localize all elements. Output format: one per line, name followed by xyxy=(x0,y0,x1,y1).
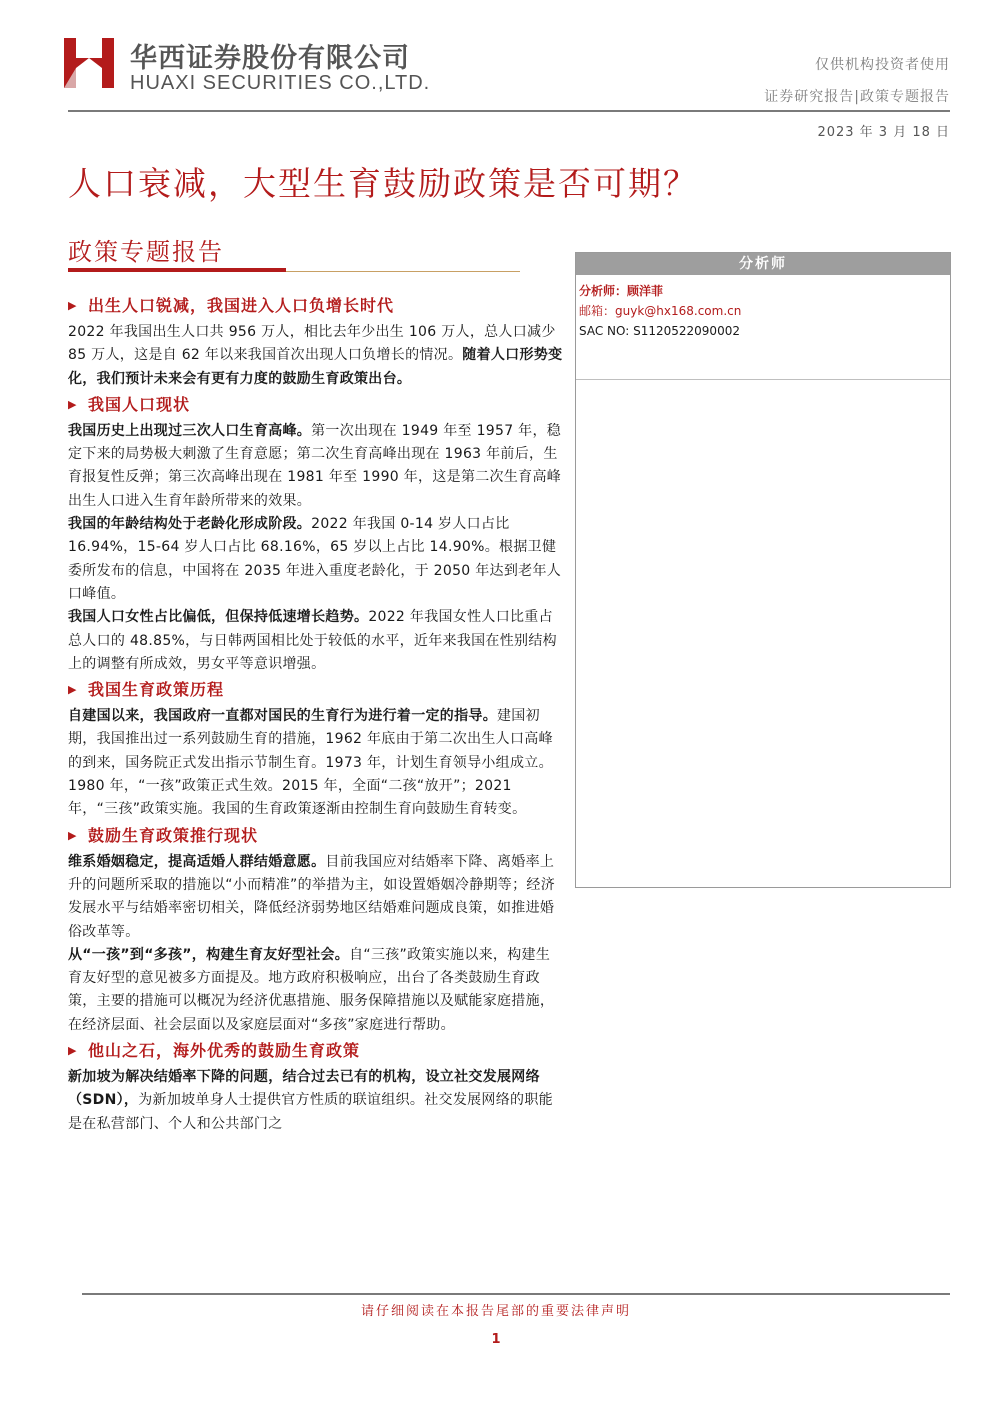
section-heading xyxy=(68,294,564,320)
paragraph-lead: 维系婚姻稳定，提高适婚人群结婚意愿。 xyxy=(68,853,326,870)
paragraph-lead: 自建国以来，我国政府一直都对国民的生育行为进行着一定的指导。 xyxy=(68,708,497,725)
triangle-bullet-icon: ▶ xyxy=(68,683,78,697)
section-heading-text: 我国人口现状 xyxy=(88,394,191,414)
section-heading xyxy=(68,393,564,419)
section-paragraph xyxy=(68,606,564,676)
company-name-en: HUAXI SECURITIES CO.,LTD. xyxy=(130,72,431,94)
section-heading-text: 鼓励生育政策推行现状 xyxy=(88,825,259,845)
footer-divider xyxy=(82,1293,950,1295)
triangle-bullet-icon: ▶ xyxy=(68,1044,78,1058)
triangle-bullet-icon: ▶ xyxy=(68,828,78,842)
section-paragraph xyxy=(68,420,564,513)
section-heading-text: 我国生育政策历程 xyxy=(88,680,225,700)
paragraph-body: 2022 年我国出生人口共 956 万人，相比去年少出生 106 万人，总人口减少 85 万人，这是自 62 年以来我国首次出现人口负增长的情况。 xyxy=(68,324,556,364)
summary-column xyxy=(68,292,564,1136)
report-date: 2023 年 3 月 18 日 xyxy=(817,125,950,140)
paragraph-body: 第一次出现在 1949 年至 1957 年，稳定下来的局势极大刺激了生育意愿；第二次生育高峰出现在 1963 年前后，生育报复性反弹；第三次高峰出现在 1981 年至 1990 年，这是第二次生育高峰出生人口进入生育年龄所带来的效果。 xyxy=(68,422,562,509)
section-heading-text: 出生人口锐减，我国进入人口负增长时代 xyxy=(88,296,395,315)
analyst-name: 分析师：顾洋菲 xyxy=(579,284,664,298)
subtitle-underline-gold xyxy=(286,271,520,272)
legal-disclaimer-notice: 请仔细阅读在本报告尾部的重要法律声明 xyxy=(360,1304,631,1319)
header-divider xyxy=(68,110,950,112)
company-name-cn: 华西证券股份有限公司 xyxy=(130,43,410,74)
section-paragraph xyxy=(68,944,564,1037)
section-heading-text: 他山之石，海外优秀的鼓励生育政策 xyxy=(88,1041,361,1061)
paragraph-lead: 新加坡为解决结婚率下降的问题，结合过去已有的机构，设立社交发展网络（SDN）， xyxy=(68,1069,540,1109)
audience-notice: 仅供机构投资者使用 xyxy=(815,57,950,73)
subtitle-underline-red xyxy=(68,268,286,272)
section-heading xyxy=(68,824,564,850)
section-heading xyxy=(68,1039,564,1065)
paragraph-lead: 我国的年龄结构处于老龄化形成阶段。 xyxy=(68,516,312,533)
section-paragraph xyxy=(68,705,564,821)
section-heading xyxy=(68,678,564,704)
paragraph-body: 为新加坡单身人士提供官方性质的联谊组织。社交发展网络的职能是在私营部门、个人和公共部门之 xyxy=(68,1092,553,1132)
triangle-bullet-icon: ▶ xyxy=(68,299,78,312)
page-number: 1 xyxy=(491,1332,501,1347)
paragraph-lead: 从“一孩”到“多孩”，构建生育友好型社会。 xyxy=(68,946,350,963)
report-category: 证券研究报告|政策专题报告 xyxy=(764,89,950,105)
analyst-box xyxy=(575,252,951,888)
paragraph-body: 自“三孩”政策实施以来，构建生育友好型的意见被多方面提及。地方政府积极响应，出台了各类鼓励生育政策，主要的措施可以概况为经济优惠措施、服务保障措施以及赋能家庭措施，在经济层面、社会层面以及家庭层面对“多孩”家庭进行帮助。 xyxy=(68,946,555,1033)
section-paragraph xyxy=(68,851,564,944)
paragraph-body: 2022 年我国 0-14 岁人口占比 16.94%，15-64 岁人口占比 68.16%，65 岁以上占比 14.90%。根据卫健委所发布的信息，中国将在 2035 年进入重度老龄化，于 2050 年达到老年人口峰值。 xyxy=(68,516,562,602)
report-title: 人口衰减，大型生育鼓励政策是否可期？ xyxy=(68,164,698,203)
analyst-box-heading: 分析师 xyxy=(576,253,950,275)
paragraph-body: 建国初期，我国推出过一系列鼓励生育的措施，1962 年底由于第二次出生人口高峰的到来，国务院正式发出指示节制生育。1973 年，计划生育领导小组成立。1980 年，“一孩”政策正式生效。2015 年，全面“二孩“放开”；2021 年，“三孩”政策实施。我国的生育政策逐渐由控制生育向鼓励生育转变。 xyxy=(68,708,553,818)
paragraph-lead: 我国历史上出现过三次人口生育高峰。 xyxy=(68,422,312,439)
report-type: 政策专题报告 xyxy=(68,238,224,266)
paragraph-body: 2022 年我国女性人口比重占总人口的 48.85%，与日韩两国相比处于较低的水平，近年来我国在性别结构上的调整有所成效，男女平等意识增强。 xyxy=(68,609,557,672)
triangle-bullet-icon: ▶ xyxy=(68,397,78,411)
analyst-box-divider xyxy=(576,379,950,380)
paragraph-lead: 我国人口女性占比偏低，但保持低速增长趋势。 xyxy=(68,609,369,626)
analyst-sac-number: SAC NO: S1120522090002 xyxy=(579,324,740,338)
paragraph-conclusion: 随着人口形势变化，我们预计未来会有更有力度的鼓励生育政策出台。 xyxy=(68,347,563,387)
huaxi-logo-icon xyxy=(60,34,118,92)
paragraph-body: 目前我国应对结婚率下降、离婚率上升的问题所采取的措施以“小而精准”的举措为主，如设置婚姻冷静期等；经济发展水平与结婚率密切相关，降低经济弱势地区结婚难问题成良策，如推进婚俗改革等。 xyxy=(68,853,556,940)
section-paragraph xyxy=(68,321,564,391)
analyst-email[interactable]: 邮箱：guyk@hx168.com.cn xyxy=(579,304,742,318)
section-paragraph xyxy=(68,1066,564,1136)
section-paragraph xyxy=(68,513,564,606)
